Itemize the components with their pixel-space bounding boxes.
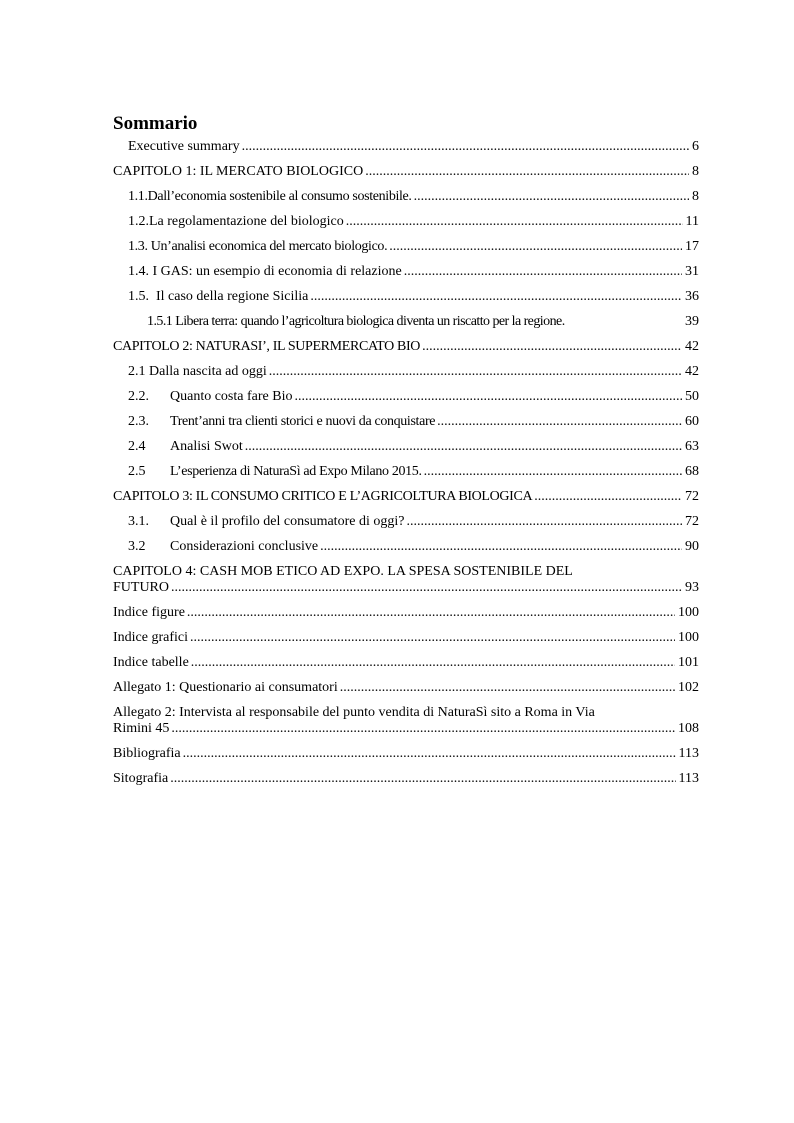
toc-entry-number: 1.2. (128, 214, 149, 229)
toc-entry-number: 2.4 (128, 439, 146, 454)
toc-entry-page: 72 (685, 489, 699, 504)
toc-entry-page: 100 (678, 630, 699, 645)
toc-entry-label: Bibliografia (113, 746, 181, 761)
toc-entry-label-line-1: CAPITOLO 4: CASH MOB ETICO AD EXPO. LA SPESA SOSTENIBILE DEL (113, 564, 573, 579)
toc-entry-number: 2.1 (128, 364, 146, 379)
toc-leader-dots (389, 239, 682, 255)
toc-entry-label: FUTURO (113, 580, 170, 595)
toc-entry-2-3[interactable] (113, 414, 699, 430)
toc-entry-label: Executive summary (128, 139, 240, 154)
toc-entry-number: 2.2. (128, 389, 149, 404)
toc-entry-page: 102 (678, 680, 699, 695)
toc-entry-3-2[interactable] (113, 539, 699, 555)
toc-entry-sitografia[interactable] (113, 771, 699, 787)
toc-entry-label: Dall’economia sostenibile al consumo sostenibile. (147, 189, 412, 204)
toc-entry-label: CAPITOLO 2: NATURASI’, IL SUPERMERCATO BIO (113, 339, 421, 354)
toc-entry-allegato-2[interactable] (113, 705, 699, 737)
toc-leader-dots (245, 439, 682, 455)
toc-leader-dots (171, 580, 682, 596)
toc-entry-allegato-1[interactable] (113, 680, 699, 696)
toc-entry-label: Considerazioni conclusive (170, 539, 319, 554)
toc-entry-bibliografia[interactable] (113, 746, 699, 762)
toc-leader-dots (414, 189, 689, 205)
toc-entry-number: 1.5. (128, 289, 149, 304)
toc-entry-page: 100 (678, 605, 699, 620)
toc-entry-page: 108 (678, 721, 699, 736)
toc-entry-page: 39 (685, 314, 699, 329)
toc-entry-indice-figure[interactable] (113, 605, 699, 621)
toc-entry-page: 50 (685, 389, 699, 404)
toc-entry-1-1[interactable] (113, 189, 699, 205)
toc-entry-1-2[interactable] (113, 214, 699, 230)
toc-entry-number: 3.2 (128, 539, 146, 554)
toc-entry-label: Sitografia (113, 771, 169, 786)
toc-entry-3-1[interactable] (113, 514, 699, 530)
toc-entry-page: 93 (685, 580, 699, 595)
toc-entry-label: Qual è il profilo del consumatore di oggi? (170, 514, 405, 529)
toc-entry-page: 72 (685, 514, 699, 529)
toc-leader-dots (190, 630, 675, 646)
toc-entry-label: Rimini 45 (113, 721, 170, 736)
toc-entry-label: I GAS: un esempio di economia di relazione (152, 264, 402, 279)
toc-entry-indice-grafici[interactable] (113, 630, 699, 646)
toc-entry-page: 6 (692, 139, 699, 154)
toc-entry-page: 17 (685, 239, 699, 254)
toc-entry-number: 2.5 (128, 464, 146, 479)
toc-entry-label: L’esperienza di NaturaSì ad Expo Milano 2015. (170, 464, 422, 479)
toc-entry-page: 42 (685, 364, 699, 379)
toc-leader-dots (171, 721, 675, 737)
toc-entry-label: Il caso della regione Sicilia (156, 289, 309, 304)
toc-entry-executive-summary[interactable] (113, 139, 699, 155)
toc-entry-label: Dalla nascita ad oggi (149, 364, 267, 379)
toc-leader-dots (406, 514, 682, 530)
toc-entry-page: 8 (692, 189, 699, 204)
toc-entry-number: 1.4. (128, 264, 149, 279)
toc-entry-label: Analisi Swot (170, 439, 243, 454)
table-of-contents (113, 112, 699, 787)
toc-entry-label: Indice figure (113, 605, 185, 620)
toc-entry-2-4[interactable] (113, 439, 699, 455)
toc-leader-dots (170, 771, 675, 787)
toc-entry-label: Indice tabelle (113, 655, 189, 670)
toc-entry-page: 36 (685, 289, 699, 304)
toc-entry-page: 60 (685, 414, 699, 429)
toc-entry-2-5[interactable] (113, 464, 699, 480)
toc-leader-dots (242, 139, 689, 155)
toc-entry-label: CAPITOLO 1: IL MERCATO BIOLOGICO (113, 164, 364, 179)
toc-entry-label: Trent’anni tra clienti storici e nuovi da conquistare (170, 414, 436, 429)
toc-entry-capitolo-1[interactable] (113, 164, 699, 180)
toc-entry-label: Allegato 1: Questionario ai consumatori (113, 680, 338, 695)
toc-entry-number: 1.1. (128, 189, 148, 204)
toc-entry-page: 8 (692, 164, 699, 179)
toc-leader-dots (187, 605, 675, 621)
toc-leader-dots (424, 464, 682, 480)
toc-entry-label: Un’analisi economica del mercato biologico. (150, 239, 388, 254)
toc-leader-dots (294, 389, 682, 405)
toc-leader-dots (365, 164, 689, 180)
toc-entry-page: 68 (685, 464, 699, 479)
toc-entry-label: La regolamentazione del biologico (149, 214, 344, 229)
toc-leader-dots (191, 655, 675, 671)
toc-entry-1-3[interactable] (113, 239, 699, 255)
toc-entry-capitolo-3[interactable] (113, 489, 699, 505)
toc-entry-page: 101 (678, 655, 699, 670)
toc-entry-1-5[interactable] (113, 289, 699, 305)
toc-entry-number: 1.5.1 (147, 314, 173, 329)
toc-entry-page: 11 (685, 214, 699, 229)
toc-entry-page: 42 (685, 339, 699, 354)
toc-title: Sommario (113, 113, 198, 134)
toc-leader-dots (422, 339, 682, 355)
toc-entry-1-4[interactable] (113, 264, 699, 280)
toc-leader-dots (320, 539, 682, 555)
toc-leader-dots (437, 414, 682, 430)
toc-entry-capitolo-4[interactable] (113, 564, 699, 596)
toc-entry-number: 2.3. (128, 414, 149, 429)
toc-entry-label: Libera terra: quando l’agricoltura biologica diventa un riscatto per la regione. (175, 314, 565, 329)
toc-entry-2-2[interactable] (113, 389, 699, 405)
toc-entry-page: 31 (685, 264, 699, 279)
toc-leader-dots (340, 680, 675, 696)
toc-entry-page: 113 (678, 746, 699, 761)
toc-entry-label-line-1: Allegato 2: Intervista al responsabile del punto vendita di NaturaSì sito a Roma in Via (113, 705, 595, 720)
toc-leader-dots (404, 264, 682, 280)
toc-entry-label: Quanto costa fare Bio (170, 389, 293, 404)
toc-entry-number: 1.3. (128, 239, 148, 254)
toc-entry-number: 3.1. (128, 514, 149, 529)
toc-entry-page: 90 (685, 539, 699, 554)
toc-entry-label: CAPITOLO 3: IL CONSUMO CRITICO E L’AGRICOLTURA BIOLOGICA (113, 489, 533, 504)
toc-leader-dots (269, 364, 682, 380)
toc-entry-2-1[interactable] (113, 364, 699, 380)
toc-leader-dots (346, 214, 683, 230)
toc-entry-indice-tabelle[interactable] (113, 655, 699, 671)
toc-leader-dots (534, 489, 682, 505)
toc-leader-dots (183, 746, 676, 762)
toc-entry-label: Indice grafici (113, 630, 189, 645)
toc-entry-capitolo-2[interactable] (113, 339, 699, 355)
toc-leader-dots (310, 289, 682, 305)
toc-entry-1-5-1[interactable] (113, 314, 699, 330)
toc-entry-page: 113 (678, 771, 699, 786)
toc-entry-page: 63 (685, 439, 699, 454)
